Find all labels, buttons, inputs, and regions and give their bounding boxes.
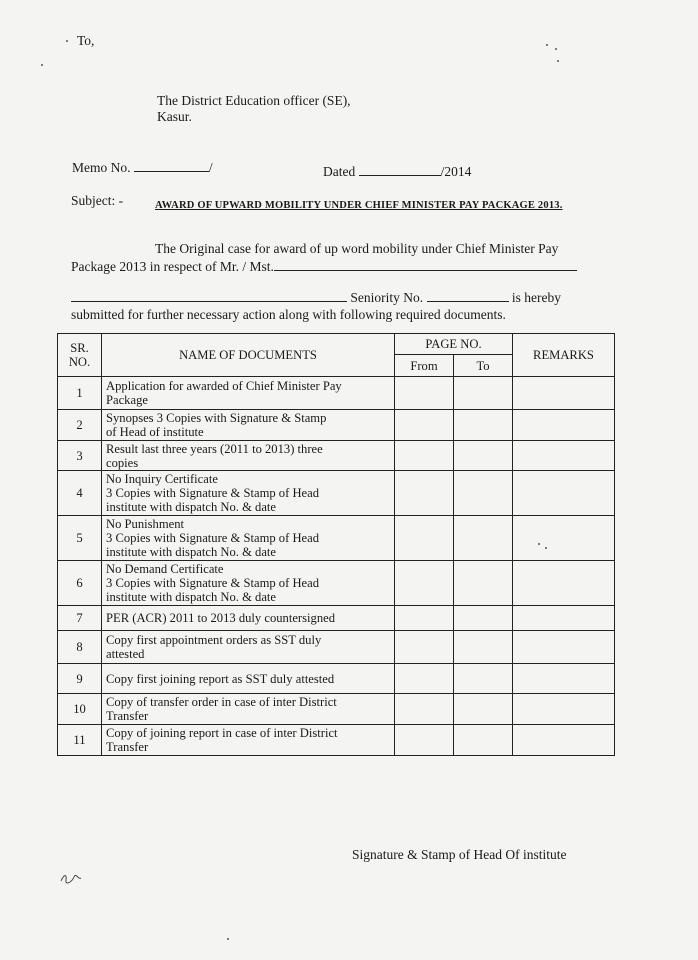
header-no: NO. [68, 355, 91, 369]
document-name-line: Copy first joining report as SST duly attested [106, 671, 335, 686]
document-name-line: Package [106, 393, 148, 407]
row-document-name [102, 441, 395, 471]
scan-speck [66, 40, 68, 42]
row-document-name [102, 471, 395, 516]
table-row [58, 410, 615, 441]
row-from-cell [395, 471, 454, 516]
row-from-cell [395, 377, 454, 410]
row-remarks-cell [513, 561, 615, 606]
dated-label: Dated [323, 164, 356, 179]
scan-speck [557, 60, 559, 62]
row-from-cell [395, 664, 454, 694]
row-document-name [102, 561, 395, 606]
row-to-cell [454, 694, 513, 725]
scan-speck [41, 64, 43, 66]
name-continuation-blank [71, 301, 347, 302]
row-from-cell [395, 561, 454, 606]
row-remarks-cell [513, 410, 615, 441]
table-row [58, 606, 615, 631]
header-to: To [454, 355, 513, 377]
row-from-cell [395, 441, 454, 471]
document-name-line: 3 Copies with Signature & Stamp of Head [106, 486, 320, 500]
header-name-of-documents: NAME OF DOCUMENTS [102, 334, 395, 377]
initials-scribble-icon [60, 872, 82, 884]
body-line-3 [71, 290, 561, 306]
document-name-line: Copy of joining report in case of inter District [106, 726, 338, 740]
row-document-name [102, 606, 395, 631]
row-remarks-cell [513, 471, 615, 516]
row-sr-number: 11 [58, 725, 102, 756]
scan-speck [546, 44, 548, 46]
table-row [58, 694, 615, 725]
row-to-cell [454, 561, 513, 606]
row-sr-number: 3 [58, 441, 102, 471]
header-from: From [395, 355, 454, 377]
row-document-name [102, 410, 395, 441]
row-document-name [102, 694, 395, 725]
row-document-name [102, 377, 395, 410]
table-row [58, 664, 615, 694]
document-name-line: Transfer [106, 740, 149, 754]
body-line-2-text: Package 2013 in respect of Mr. / Mst. [71, 259, 274, 274]
document-name-line: copies [106, 455, 139, 470]
row-remarks-cell [513, 606, 615, 631]
memo-number-blank [134, 171, 209, 172]
document-name-line: Copy of transfer order in case of inter District [106, 695, 337, 709]
recipient-location: Kasur. [157, 109, 192, 124]
to-label: To, [77, 33, 95, 48]
row-sr-number: 5 [58, 516, 102, 561]
row-from-cell [395, 606, 454, 631]
name-blank [274, 270, 577, 271]
recipient-title: The District Education officer (SE), [157, 93, 351, 108]
row-remarks-cell [513, 441, 615, 471]
row-remarks-cell [513, 516, 615, 561]
seniority-blank [427, 301, 509, 302]
document-name-line: 3 Copies with Signature & Stamp of Head [106, 576, 320, 590]
row-to-cell [454, 471, 513, 516]
row-sr-number: 1 [58, 377, 102, 410]
table-row [58, 631, 615, 664]
body-line-2 [71, 259, 577, 275]
row-sr-number: 10 [58, 694, 102, 725]
row-sr-number: 8 [58, 631, 102, 664]
row-to-cell [454, 516, 513, 561]
row-sr-number: 4 [58, 471, 102, 516]
memo-line [72, 160, 213, 176]
row-remarks-cell [513, 725, 615, 756]
row-to-cell [454, 410, 513, 441]
row-remarks-cell [513, 631, 615, 664]
row-from-cell [395, 725, 454, 756]
documents-table [57, 333, 615, 756]
subject-title: AWARD OF UPWARD MOBILITY UNDER CHIEF MINISTER PAY PACKAGE 2013. [155, 200, 563, 211]
row-sr-number: 9 [58, 664, 102, 694]
row-document-name [102, 664, 395, 694]
table-row [58, 516, 615, 561]
row-from-cell [395, 516, 454, 561]
document-name-line: institute with dispatch No. & date [106, 545, 276, 559]
table-row [58, 441, 615, 471]
document-name-line: No Punishment [106, 517, 185, 531]
initials-mark [60, 872, 82, 887]
document-name-line: 3 Copies with Signature & Stamp of Head [106, 531, 320, 545]
seniority-label: Seniority No. [350, 290, 424, 305]
body-line-4: submitted for further necessary action along with following required documents. [71, 307, 506, 322]
document-name-line: Copy first appointment orders as SST duly [106, 633, 322, 647]
row-sr-number: 2 [58, 410, 102, 441]
document-name-line: Result last three years (2011 to 2013) three [106, 441, 323, 456]
row-sr-number: 6 [58, 561, 102, 606]
row-document-name [102, 725, 395, 756]
document-name-line: PER (ACR) 2011 to 2013 duly countersigned [106, 611, 336, 625]
document-name-line: No Inquiry Certificate [106, 472, 218, 486]
row-remarks-cell [513, 664, 615, 694]
row-to-cell [454, 377, 513, 410]
dated-year: /2014 [440, 164, 472, 179]
row-to-cell [454, 631, 513, 664]
row-document-name [102, 516, 395, 561]
memo-slash: / [208, 160, 213, 175]
signature-label: Signature & Stamp of Head Of institute [352, 847, 567, 862]
header-page-no: PAGE NO. [395, 334, 513, 355]
row-from-cell [395, 631, 454, 664]
document-name-line: No Demand Certificate [106, 562, 224, 576]
scan-speck [227, 938, 229, 940]
row-to-cell [454, 664, 513, 694]
body-line-1: The Original case for award of up word mobility under Chief Minister Pay [155, 241, 559, 256]
table-row [58, 725, 615, 756]
table-row [58, 471, 615, 516]
row-to-cell [454, 606, 513, 631]
table-row [58, 377, 615, 410]
header-sr-no [58, 334, 102, 377]
document-name-line: of Head of institute [106, 425, 204, 439]
header-sr: SR. [70, 341, 89, 355]
scan-speck [538, 543, 540, 545]
row-remarks-cell [513, 377, 615, 410]
memo-label: Memo No. [72, 160, 131, 175]
row-remarks-cell [513, 694, 615, 725]
document-name-line: Transfer [106, 709, 149, 723]
header-remarks: REMARKS [513, 334, 615, 377]
table-row [58, 561, 615, 606]
hereby-text: is hereby [511, 290, 561, 305]
row-from-cell [395, 410, 454, 441]
document-name-line: Synopses 3 Copies with Signature & Stamp [106, 411, 327, 425]
date-blank [359, 175, 441, 176]
row-to-cell [454, 441, 513, 471]
scan-speck [545, 547, 547, 549]
dated-line [323, 164, 471, 180]
document-name-line: institute with dispatch No. & date [106, 500, 276, 514]
scan-speck [555, 48, 557, 50]
row-to-cell [454, 725, 513, 756]
document-name-line: attested [106, 647, 145, 661]
row-from-cell [395, 694, 454, 725]
row-sr-number: 7 [58, 606, 102, 631]
document-name-line: Application for awarded of Chief Minister Pay [106, 379, 342, 393]
row-document-name [102, 631, 395, 664]
document-name-line: institute with dispatch No. & date [106, 590, 276, 604]
subject-label: Subject: - [71, 193, 124, 208]
